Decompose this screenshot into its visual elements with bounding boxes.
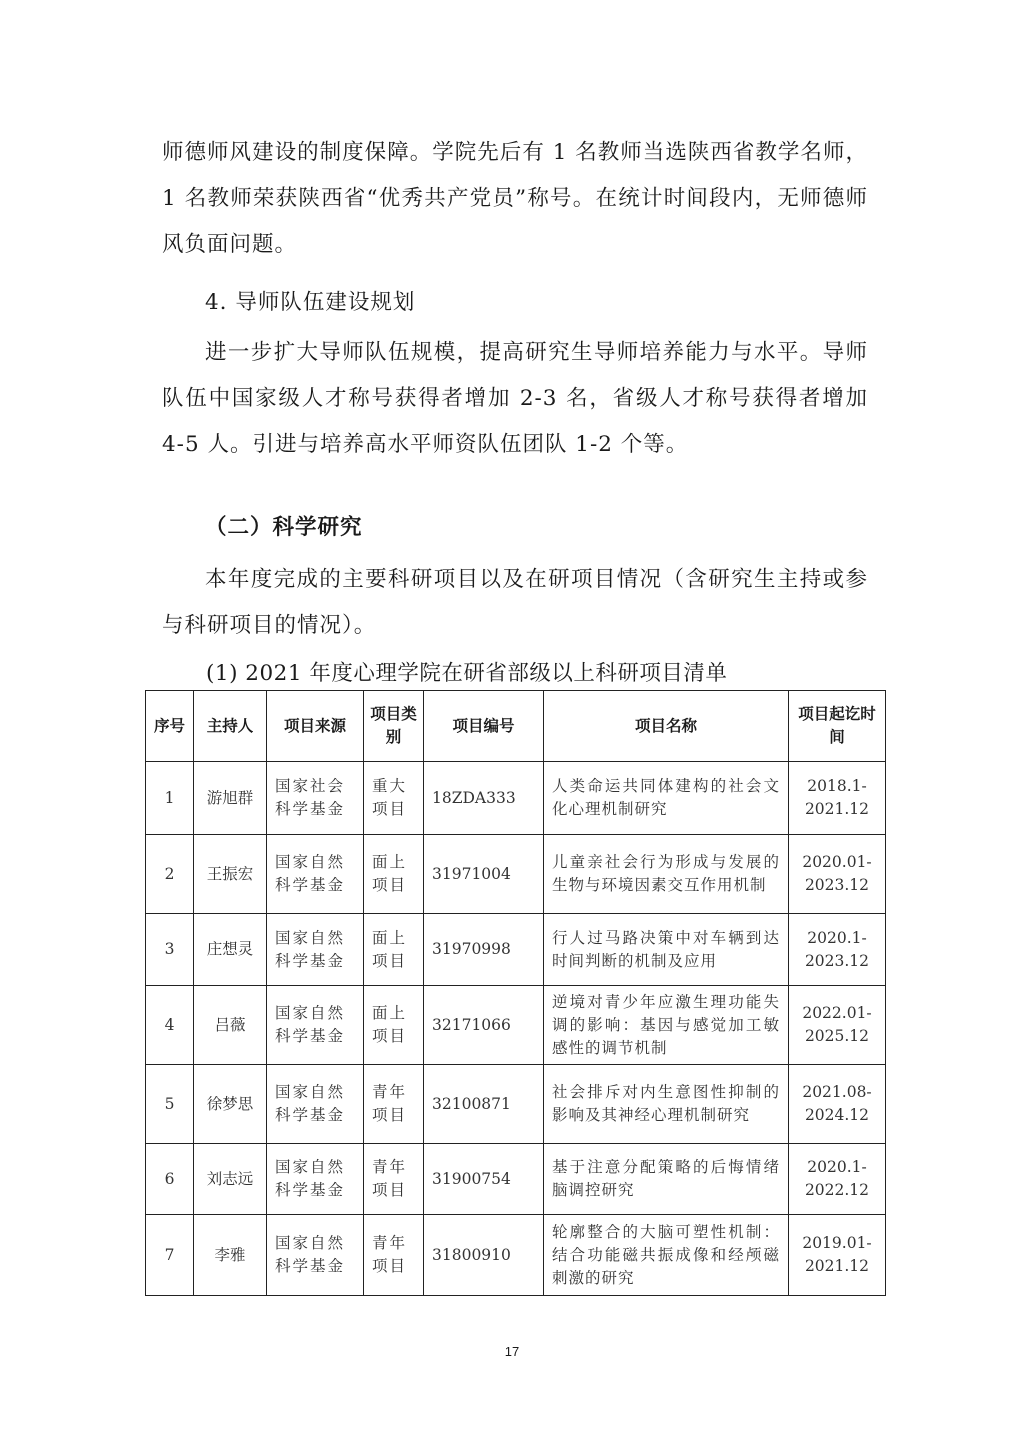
cell-name: 行人过马路决策中对车辆到达时间判断的机制及应用 <box>544 914 789 986</box>
cell-code: 31970998 <box>424 914 544 986</box>
cell-index: 5 <box>146 1065 194 1144</box>
section-title-advisor-plan: 4. 导师队伍建设规划 <box>205 290 416 315</box>
header-type: 项目类别 <box>364 691 424 762</box>
cell-name: 轮廓整合的大脑可塑性机制：结合功能磁共振成像和经颅磁刺激的研究 <box>544 1215 789 1296</box>
header-index: 序号 <box>146 691 194 762</box>
cell-source: 国家自然科学基金 <box>267 986 364 1065</box>
cell-pi: 刘志远 <box>194 1144 267 1215</box>
cell-pi: 王振宏 <box>194 835 267 914</box>
header-source: 项目来源 <box>267 691 364 762</box>
cell-index: 6 <box>146 1144 194 1215</box>
table-caption: (1) 2021 年度心理学院在研省部级以上科研项目清单 <box>206 661 728 686</box>
cell-source: 国家自然科学基金 <box>267 1215 364 1296</box>
cell-name: 人类命运共同体建构的社会文化心理机制研究 <box>544 762 789 835</box>
cell-pi: 李雅 <box>194 1215 267 1296</box>
cell-index: 2 <box>146 835 194 914</box>
cell-period: 2018.1-2021.12 <box>789 762 886 835</box>
cell-period: 2020.1-2023.12 <box>789 914 886 986</box>
cell-code: 32100871 <box>424 1065 544 1144</box>
cell-source: 国家自然科学基金 <box>267 1065 364 1144</box>
cell-source: 国家自然科学基金 <box>267 914 364 986</box>
cell-name: 逆境对青少年应激生理功能失调的影响：基因与感觉加工敏感性的调节机制 <box>544 986 789 1065</box>
cell-type: 面上项目 <box>364 835 424 914</box>
cell-index: 3 <box>146 914 194 986</box>
paragraph-teacher-ethics: 师德师风建设的制度保障。学院先后有 1 名教师当选陕西省教学名师，1 名教师荣获陕西省“优秀共产党员”称号。在统计时间段内，无师德师风负面问题。 <box>162 140 868 257</box>
cell-name: 社会排斥对内生意图性抑制的影响及其神经心理机制研究 <box>544 1065 789 1144</box>
cell-code: 31900754 <box>424 1144 544 1215</box>
paragraph-research-intro: 本年度完成的主要科研项目以及在研项目情况（含研究生主持或参与科研项目的情况）。 <box>162 567 868 638</box>
cell-period: 2021.08-2024.12 <box>789 1065 886 1144</box>
cell-type: 重大项目 <box>364 762 424 835</box>
table-row <box>146 762 886 835</box>
cell-pi: 徐梦思 <box>194 1065 267 1144</box>
cell-source: 国家社会科学基金 <box>267 762 364 835</box>
project-table <box>145 690 886 1296</box>
cell-pi: 庄想灵 <box>194 914 267 986</box>
table-row <box>146 986 886 1065</box>
header-code: 项目编号 <box>424 691 544 762</box>
header-name: 项目名称 <box>544 691 789 762</box>
table-row <box>146 1065 886 1144</box>
table-row <box>146 1215 886 1296</box>
cell-type: 面上项目 <box>364 914 424 986</box>
table-row <box>146 1144 886 1215</box>
cell-index: 4 <box>146 986 194 1065</box>
cell-type: 青年项目 <box>364 1215 424 1296</box>
cell-pi: 吕薇 <box>194 986 267 1065</box>
cell-period: 2022.01-2025.12 <box>789 986 886 1065</box>
cell-code: 32171066 <box>424 986 544 1065</box>
cell-name: 基于注意分配策略的后悔情绪脑调控研究 <box>544 1144 789 1215</box>
cell-source: 国家自然科学基金 <box>267 835 364 914</box>
cell-period: 2020.01-2023.12 <box>789 835 886 914</box>
cell-source: 国家自然科学基金 <box>267 1144 364 1215</box>
cell-pi: 游旭群 <box>194 762 267 835</box>
table-row <box>146 914 886 986</box>
header-period: 项目起讫时间 <box>789 691 886 762</box>
cell-index: 1 <box>146 762 194 835</box>
cell-type: 青年项目 <box>364 1065 424 1144</box>
cell-code: 18ZDA333 <box>424 762 544 835</box>
page-number: 17 <box>504 1344 520 1359</box>
cell-name: 儿童亲社会行为形成与发展的生物与环境因素交互作用机制 <box>544 835 789 914</box>
cell-type: 面上项目 <box>364 986 424 1065</box>
cell-type: 青年项目 <box>364 1144 424 1215</box>
section-heading-research: （二）科学研究 <box>205 515 363 540</box>
cell-period: 2020.1-2022.12 <box>789 1144 886 1215</box>
cell-code: 31971004 <box>424 835 544 914</box>
header-pi: 主持人 <box>194 691 267 762</box>
table-header-row <box>146 691 886 762</box>
table-row <box>146 835 886 914</box>
cell-code: 31800910 <box>424 1215 544 1296</box>
cell-period: 2019.01-2021.12 <box>789 1215 886 1296</box>
cell-index: 7 <box>146 1215 194 1296</box>
paragraph-advisor-plan: 进一步扩大导师队伍规模，提高研究生导师培养能力与水平。导师队伍中国家级人才称号获得者增加 2-3 名，省级人才称号获得者增加 4-5 人。引进与培养高水平师资队伍团队 1-2 个等。 <box>162 340 868 457</box>
